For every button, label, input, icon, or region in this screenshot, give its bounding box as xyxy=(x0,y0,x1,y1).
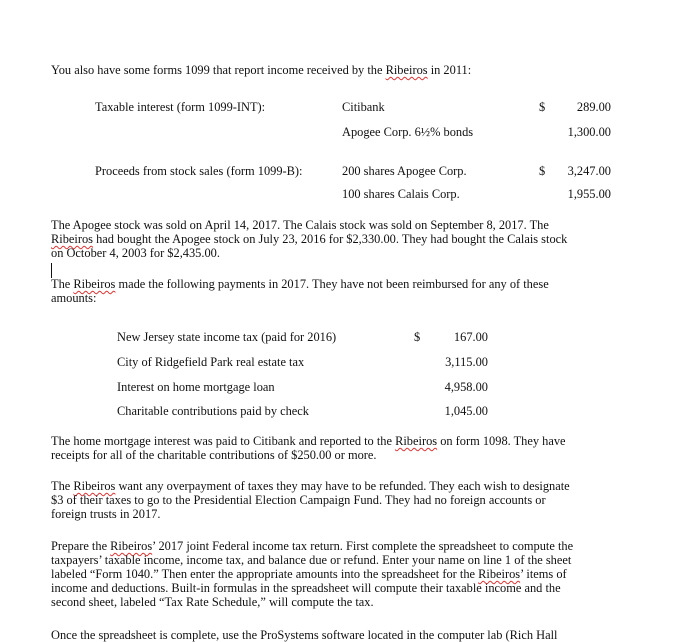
payment-label: City of Ridgefield Park real estate tax xyxy=(117,355,305,369)
para5-text: ’ items of xyxy=(520,567,567,581)
proceeds-item: 100 shares Calais Corp. xyxy=(342,187,460,201)
payment-amount: 4,958.00 xyxy=(444,380,488,394)
name-ribeiros: Ribeiros xyxy=(73,479,116,493)
payment-amount: 1,045.00 xyxy=(444,404,488,418)
intro-line xyxy=(51,63,471,77)
para5-line: income and deductions. Built-in formulas in the spreadsheet will compute their taxable income and the xyxy=(51,581,561,595)
para4-line xyxy=(51,479,570,493)
payment-amount: 167.00 xyxy=(453,330,488,344)
para3-line: receipts for all of the charitable contributions of $250.00 or more. xyxy=(51,448,377,462)
para4-line: $3 of their taxes to go to the Presidential Election Campaign Fund. They had no foreign accounts or xyxy=(51,493,546,507)
para3-text: The home mortgage interest was paid to Citibank and reported to the xyxy=(51,434,396,448)
name-ribeiros: Ribeiros xyxy=(110,539,153,553)
name-ribeiros: Ribeiros xyxy=(73,277,116,291)
payment-amount: 3,115.00 xyxy=(445,355,488,369)
intro-text: You also have some forms 1099 that report income received by the xyxy=(51,63,386,77)
para2-line xyxy=(51,277,549,291)
para4-line: foreign trusts in 2017. xyxy=(51,507,161,521)
interest-label: Taxable interest (form 1099-INT): xyxy=(95,100,266,114)
para5-text: Prepare the xyxy=(51,539,111,553)
proceeds-amount: 1,955.00 xyxy=(567,187,611,201)
para4-text: The xyxy=(51,479,74,493)
payment-label: New Jersey state income tax (paid for 2016) xyxy=(117,330,337,344)
para3-text: on form 1098. They have xyxy=(437,434,566,448)
intro-text-end: in 2011: xyxy=(427,63,472,77)
payment-dollar: $ xyxy=(414,330,421,344)
para1-text: had bought the Apogee stock on July 23, 2016 for $2,330.00. They had bought the Calais stock xyxy=(93,232,568,246)
text-cursor xyxy=(51,263,52,278)
name-ribeiros: Ribeiros xyxy=(478,567,521,581)
para2-text: made the following payments in 2017. They have not been reimbursed for any of these xyxy=(115,277,549,291)
para4-text: want any overpayment of taxes they may have to be refunded. They each wish to designate xyxy=(115,479,570,493)
proceeds-amount: 3,247.00 xyxy=(567,164,611,178)
name-ribeiros: Ribeiros xyxy=(385,63,428,77)
para1-line: on October 4, 2003 for $2,435.00. xyxy=(51,246,220,260)
para2-line: amounts: xyxy=(51,291,97,305)
para6-line: Once the spreadsheet is complete, use the ProSystems software located in the computer lab (Rich Hall xyxy=(51,628,558,642)
interest-amount: 1,300.00 xyxy=(567,125,611,139)
payment-label: Interest on home mortgage loan xyxy=(117,380,275,394)
para5-line xyxy=(51,539,573,553)
payment-label: Charitable contributions paid by check xyxy=(117,404,310,418)
name-ribeiros: Ribeiros xyxy=(51,232,93,246)
name-ribeiros: Ribeiros xyxy=(395,434,438,448)
para5-text: labeled “Form 1040.” Then enter the appropriate amounts into the spreadsheet for the xyxy=(51,567,479,581)
para5-line: second sheet, labeled “Tax Rate Schedule,” will compute the tax. xyxy=(51,595,374,609)
para5-line: taxpayers’ taxable income, income tax, and balance due or refund. Enter your name on line 1 of the sheet xyxy=(51,553,572,567)
proceeds-label: Proceeds from stock sales (form 1099-B): xyxy=(95,164,303,178)
interest-payer: Citibank xyxy=(342,100,385,114)
proceeds-dollar: $ xyxy=(539,164,546,178)
para1-line xyxy=(51,232,567,246)
para5-text: ’ 2017 joint Federal income tax return. First complete the spreadsheet to compute the xyxy=(152,539,574,553)
interest-dollar: $ xyxy=(539,100,546,114)
para2-text: The xyxy=(51,277,74,291)
interest-payer: Apogee Corp. 6½% bonds xyxy=(342,125,474,139)
para1-line: The Apogee stock was sold on April 14, 2017. The Calais stock was sold on September 8, 2017. The xyxy=(51,218,549,232)
para3-line xyxy=(51,434,566,448)
interest-amount: 289.00 xyxy=(576,100,611,114)
para5-line xyxy=(51,567,567,581)
proceeds-item: 200 shares Apogee Corp. xyxy=(342,164,467,178)
